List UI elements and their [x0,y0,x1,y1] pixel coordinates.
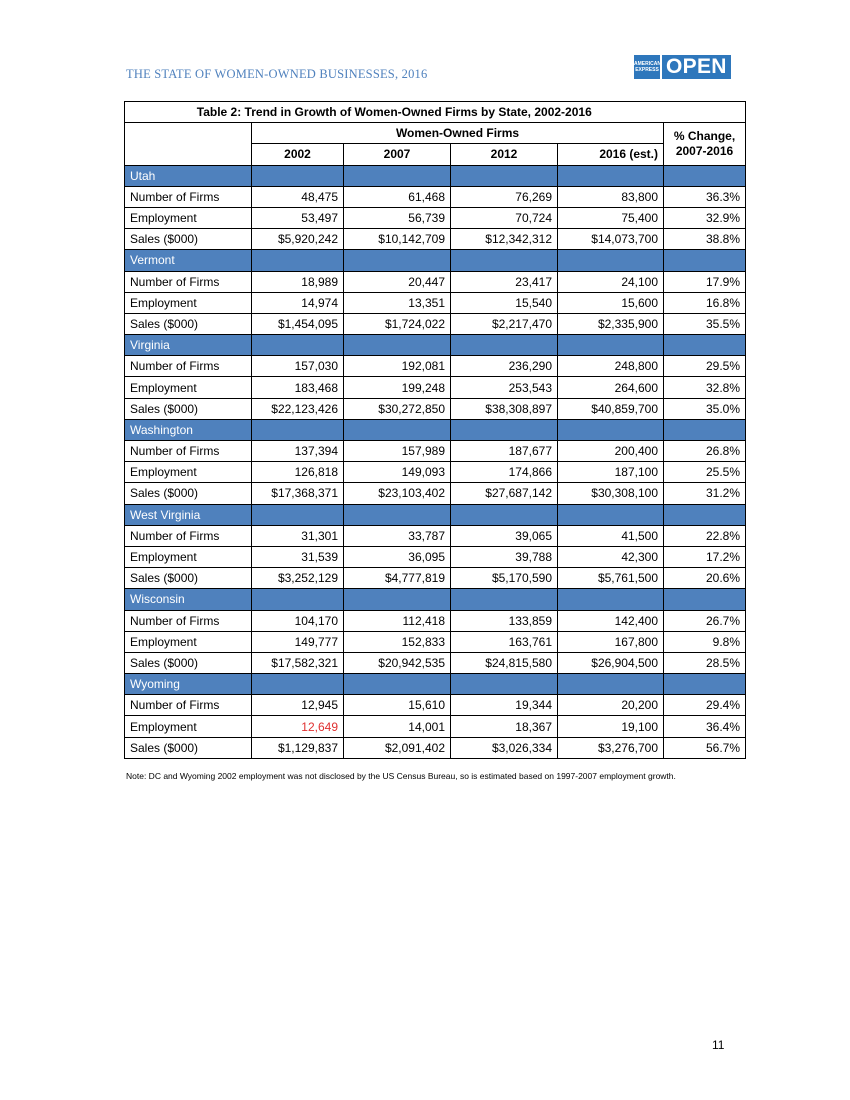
table-cell: 35.5% [664,313,746,334]
table-cell: $4,777,819 [344,568,451,589]
table-row [125,441,746,462]
state-header-empty-cell [344,504,451,525]
state-header-empty-cell [558,589,664,610]
state-header-row [125,589,746,610]
table-cell: 76,269 [451,186,558,207]
state-header-empty-cell [558,250,664,271]
state-header-empty-cell [558,165,664,186]
table-cell: 15,610 [344,695,451,716]
row-label: Employment [125,377,252,398]
table-cell: $20,942,535 [344,652,451,673]
table-cell: 61,468 [344,186,451,207]
state-name: Utah [125,165,252,186]
row-label: Employment [125,631,252,652]
table-cell: 25.5% [664,462,746,483]
table-cell: 133,859 [451,610,558,631]
table-row [125,186,746,207]
table-cell: 152,833 [344,631,451,652]
table-row [125,652,746,673]
state-header-empty-cell [451,250,558,271]
row-label: Employment [125,207,252,228]
table-cell: 31,539 [252,546,344,567]
group-header: Women-Owned Firms [252,123,664,144]
table-cell: $5,761,500 [558,568,664,589]
table-row [125,207,746,228]
table-cell: 187,677 [451,441,558,462]
state-name: Wisconsin [125,589,252,610]
table-cell: 18,989 [252,271,344,292]
amex-open-logo [634,55,731,79]
table-cell: 187,100 [558,462,664,483]
row-label: Employment [125,292,252,313]
row-label: Sales ($000) [125,483,252,504]
state-header-empty-cell [664,335,746,356]
table-cell: 199,248 [344,377,451,398]
state-header-empty-cell [252,589,344,610]
state-header-empty-cell [451,335,558,356]
table-row [125,229,746,250]
table-cell: 12,649 [252,716,344,737]
table-cell: 20,447 [344,271,451,292]
state-name: Wyoming [125,674,252,695]
state-header-row [125,250,746,271]
table-cell: 75,400 [558,207,664,228]
state-header-empty-cell [451,504,558,525]
table-row [125,377,746,398]
state-header-row [125,504,746,525]
table-cell: $27,687,142 [451,483,558,504]
table-cell: 23,417 [451,271,558,292]
table-cell: 167,800 [558,631,664,652]
table-cell: $3,252,129 [252,568,344,589]
table-cell: 22.8% [664,525,746,546]
table-cell: 183,468 [252,377,344,398]
col-header-2002: 2002 [252,144,344,165]
col-header-2012: 2012 [451,144,558,165]
state-header-empty-cell [252,250,344,271]
table-cell: $22,123,426 [252,398,344,419]
table-row [125,525,746,546]
table-cell: 33,787 [344,525,451,546]
table-cell: 15,600 [558,292,664,313]
table-row [125,462,746,483]
table-cell: 19,100 [558,716,664,737]
row-label: Sales ($000) [125,229,252,250]
table-cell: 36,095 [344,546,451,567]
state-header-empty-cell [558,504,664,525]
table-cell: 17.9% [664,271,746,292]
table-cell: 41,500 [558,525,664,546]
state-name: West Virginia [125,504,252,525]
state-header-empty-cell [451,419,558,440]
table-title-spacer [664,102,746,123]
table-cell: 17.2% [664,546,746,567]
table-cell: 14,974 [252,292,344,313]
table-cell: 35.0% [664,398,746,419]
header-blank-cell [125,123,252,165]
table-cell: 31.2% [664,483,746,504]
state-header-empty-cell [252,419,344,440]
table-cell: 157,030 [252,356,344,377]
change-header: % Change, 2007-2016 [664,123,746,165]
state-header-empty-cell [344,674,451,695]
table-cell: 149,777 [252,631,344,652]
table-row [125,695,746,716]
state-header-empty-cell [252,335,344,356]
table-cell: $17,582,321 [252,652,344,673]
open-logo-text: OPEN [662,55,731,79]
table-cell: 236,290 [451,356,558,377]
table-cell: 112,418 [344,610,451,631]
table-row [125,271,746,292]
table-row [125,568,746,589]
state-header-empty-cell [344,335,451,356]
table-cell: 29.4% [664,695,746,716]
table-cell: 39,065 [451,525,558,546]
table-cell: 15,540 [451,292,558,313]
state-header-row [125,674,746,695]
row-label: Employment [125,546,252,567]
row-label: Sales ($000) [125,398,252,419]
row-label: Sales ($000) [125,568,252,589]
row-label: Number of Firms [125,695,252,716]
table-cell: $2,335,900 [558,313,664,334]
state-header-empty-cell [664,504,746,525]
state-header-empty-cell [252,165,344,186]
state-header-empty-cell [344,589,451,610]
table-cell: $3,276,700 [558,737,664,758]
state-header-empty-cell [664,674,746,695]
table-row [125,398,746,419]
table-cell: 56,739 [344,207,451,228]
state-header-empty-cell [558,419,664,440]
table-cell: 48,475 [252,186,344,207]
table-note: Note: DC and Wyoming 2002 employment was not disclosed by the US Census Bureau, so is estimated based on 1997-2007 employment growth. [126,771,676,781]
state-header-empty-cell [344,165,451,186]
table-row [125,631,746,652]
table-cell: $1,724,022 [344,313,451,334]
table-cell: 32.8% [664,377,746,398]
state-header-row [125,335,746,356]
table-cell: 248,800 [558,356,664,377]
table-row [125,292,746,313]
amex-logo-icon: AMERICAN EXPRESS [634,55,660,79]
table-cell: 36.4% [664,716,746,737]
state-header-empty-cell [451,589,558,610]
table-cell: $12,342,312 [451,229,558,250]
table-cell: 26.7% [664,610,746,631]
running-head-title: THE STATE OF WOMEN-OWNED BUSINESSES, 2016 [126,67,428,81]
state-header-empty-cell [451,165,558,186]
table-cell: 39,788 [451,546,558,567]
table-row [125,313,746,334]
state-header-empty-cell [252,674,344,695]
table-row [125,737,746,758]
table-cell: $24,815,580 [451,652,558,673]
table-cell: 38.8% [664,229,746,250]
state-header-empty-cell [252,504,344,525]
table-cell: 253,543 [451,377,558,398]
table-cell: $40,859,700 [558,398,664,419]
row-label: Sales ($000) [125,313,252,334]
state-header-empty-cell [451,674,558,695]
table-cell: 53,497 [252,207,344,228]
group-header-row [125,123,746,144]
table-cell: $30,308,100 [558,483,664,504]
table-cell: 83,800 [558,186,664,207]
col-header-2016: 2016 (est.) [558,144,664,165]
table-cell: 26.8% [664,441,746,462]
row-label: Number of Firms [125,441,252,462]
table-cell: $5,920,242 [252,229,344,250]
table-cell: 32.9% [664,207,746,228]
table-cell: $38,308,897 [451,398,558,419]
table-cell: 163,761 [451,631,558,652]
row-label: Employment [125,462,252,483]
table-cell: $1,129,837 [252,737,344,758]
table-cell: 137,394 [252,441,344,462]
table-cell: 149,093 [344,462,451,483]
table-cell: 18,367 [451,716,558,737]
table-cell: $2,091,402 [344,737,451,758]
row-label: Employment [125,716,252,737]
state-trend-table [124,101,746,759]
state-header-empty-cell [344,419,451,440]
table-cell: $23,103,402 [344,483,451,504]
table-cell: 19,344 [451,695,558,716]
table-row [125,610,746,631]
table-cell: $2,217,470 [451,313,558,334]
state-header-empty-cell [664,589,746,610]
row-label: Sales ($000) [125,737,252,758]
table-cell: 16.8% [664,292,746,313]
state-header-empty-cell [344,250,451,271]
table-cell: 14,001 [344,716,451,737]
table-cell: 104,170 [252,610,344,631]
table-cell: 20.6% [664,568,746,589]
table-title: Table 2: Trend in Growth of Women-Owned Firms by State, 2002-2016 [125,102,664,123]
state-header-empty-cell [558,674,664,695]
table-cell: 264,600 [558,377,664,398]
table-cell: 70,724 [451,207,558,228]
table-cell: 174,866 [451,462,558,483]
col-header-2007: 2007 [344,144,451,165]
state-name: Virginia [125,335,252,356]
state-header-empty-cell [664,419,746,440]
table-cell: $14,073,700 [558,229,664,250]
table-cell: 28.5% [664,652,746,673]
table-cell: 157,989 [344,441,451,462]
table-cell: 12,945 [252,695,344,716]
table-cell: 42,300 [558,546,664,567]
state-header-empty-cell [664,165,746,186]
table-row [125,546,746,567]
row-label: Number of Firms [125,271,252,292]
table-cell: 142,400 [558,610,664,631]
table-cell: $17,368,371 [252,483,344,504]
table-row [125,483,746,504]
table-cell: 13,351 [344,292,451,313]
table-row [125,716,746,737]
table-cell: 192,081 [344,356,451,377]
table-cell: $3,026,334 [451,737,558,758]
state-header-empty-cell [664,250,746,271]
table-cell: $26,904,500 [558,652,664,673]
table-cell: $30,272,850 [344,398,451,419]
table-cell: 31,301 [252,525,344,546]
table-cell: 29.5% [664,356,746,377]
row-label: Number of Firms [125,525,252,546]
table-cell: 56.7% [664,737,746,758]
state-header-row [125,419,746,440]
page-number: 11 [712,1038,725,1052]
table-cell: 20,200 [558,695,664,716]
table-cell: 24,100 [558,271,664,292]
table-cell: 36.3% [664,186,746,207]
state-header-row [125,165,746,186]
row-label: Number of Firms [125,186,252,207]
table-cell: $5,170,590 [451,568,558,589]
row-label: Sales ($000) [125,652,252,673]
state-name: Washington [125,419,252,440]
state-header-empty-cell [558,335,664,356]
table-cell: 9.8% [664,631,746,652]
table-title-row [125,102,746,123]
row-label: Number of Firms [125,610,252,631]
table-cell: $10,142,709 [344,229,451,250]
table-row [125,356,746,377]
table-cell: $1,454,095 [252,313,344,334]
table-cell: 126,818 [252,462,344,483]
row-label: Number of Firms [125,356,252,377]
state-name: Vermont [125,250,252,271]
table-cell: 200,400 [558,441,664,462]
